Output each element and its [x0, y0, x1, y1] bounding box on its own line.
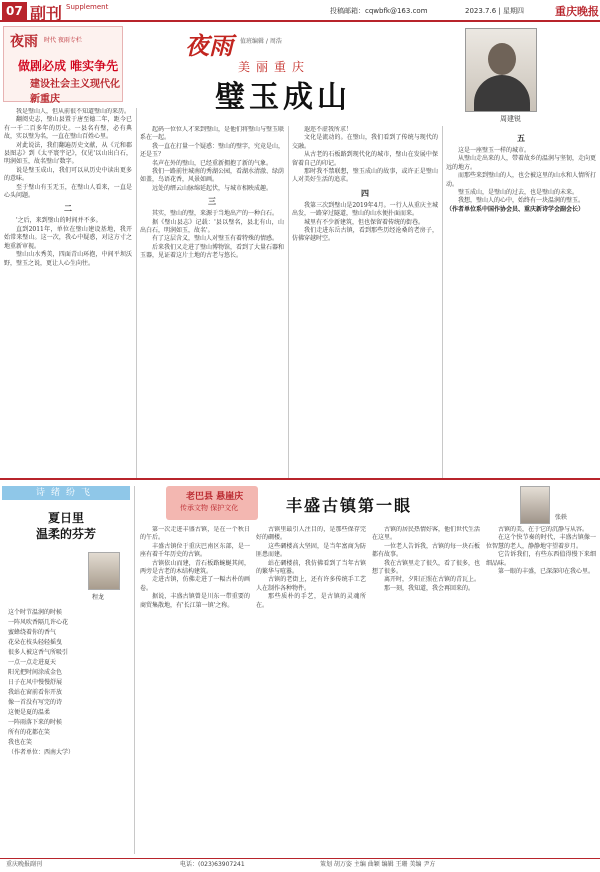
- paragraph: 至于璧山有玉无玉，在璧山人看来，一直是心头问题。: [4, 183, 132, 200]
- poem-line: 所有的花都在笑: [8, 729, 51, 736]
- section-number: 四: [361, 188, 369, 198]
- paragraph: 站在碉楼前，我仿佛看到了当年古镇的繁华与喧嚣。: [256, 559, 366, 576]
- advert-small-text: 时代 夜雨专栏: [44, 37, 82, 44]
- paragraph: 璧山山水秀美，四面青山环抱，中间平坝沃野，璧玉之说，更让人心生向往。: [4, 251, 132, 267]
- paragraph: 名声在外的璧山，已经重新拥抱了新的气象。: [152, 159, 273, 167]
- submission-email[interactable]: 投稿邮箱：cqwbfk@163.com: [330, 7, 428, 15]
- section-number: 二: [64, 204, 72, 214]
- article2-column-2: [256, 526, 366, 856]
- article-title: 璧玉成山: [215, 80, 351, 115]
- paragraph: 走进古镇，仿佛走进了一幅古朴的画卷。: [140, 576, 250, 592]
- paragraph: 这是一座璧玉一样的城市。: [458, 147, 531, 154]
- article-column-1: [4, 108, 132, 478]
- paragraph: 从古老的石板路到现代化的城市，璧山在发展中保留着自己的印记。: [292, 151, 438, 167]
- paragraph: 我在古镇里走了很久，看了很多，也想了很多。: [372, 559, 480, 576]
- poem-line: （作者单位：西南大学）: [8, 749, 75, 756]
- masthead: [0, 0, 600, 22]
- column-badge-title: 老巴县 悬崖庆: [186, 492, 244, 502]
- poem-line: 像一首没有写完的诗: [8, 699, 63, 706]
- section-number: 三: [208, 197, 216, 207]
- paragraph: 说是璧玉成山，我们可以从历史中读出更多的意味。: [4, 166, 132, 183]
- advert-subslogan: 建设社会主义现代化新重庆: [30, 79, 120, 105]
- page-number: 07: [2, 2, 27, 20]
- paragraph: 一位老人告诉我，古镇的每一块石板都有故事。: [372, 542, 480, 559]
- paragraph: 从璧山走出来的人，带着故乡的温润与坚韧，走向更远的地方。: [446, 155, 596, 171]
- column-divider: [134, 486, 135, 854]
- promo-advert: [3, 26, 123, 105]
- paragraph: 其实，璧山的璧，来源于当地出产的一种白石。: [152, 210, 279, 218]
- article-column-4: [446, 130, 596, 478]
- author-portrait-2: [520, 486, 550, 524]
- feature-logo: 夜雨: [185, 31, 233, 60]
- article2-column-1: [140, 526, 250, 856]
- paragraph: 起码一位位人才来到璧山，是他们将璧山与璧玉联系在一起。: [140, 126, 284, 142]
- paragraph: 离开时，夕阳正照在古镇的青瓦上。: [384, 576, 480, 584]
- poem-line: 阳光把时间涂成金色: [8, 669, 63, 676]
- paragraph: 它告诉我们，有些东西值得慢下来细细品味。: [486, 551, 596, 567]
- column-divider: [136, 108, 137, 478]
- paragraph: 而那些来到璧山的人，也会被这里的山水和人情所打动。: [446, 172, 596, 188]
- paragraph: 那些质朴的手艺，是古镇的灵魂所在。: [256, 593, 366, 609]
- paragraph: 后来我们又走进了璧山博物馆，看到了大量石器和玉器，见证着这片土地的古老与悠长。: [140, 243, 284, 260]
- paragraph: 远处的缙云山脉绵延起伏，与城市相映成趣。: [152, 184, 273, 192]
- paragraph: 那时我不禁联想，璧玉成山的故事，或许正是璧山人对美好生活的追求。: [292, 168, 438, 184]
- paragraph: 我一直在打量一个疑惑：璧山的璧字，究竟是山，还是玉？: [140, 142, 284, 159]
- advert-slogan: 做剧必成 唯实争先: [18, 59, 119, 73]
- author-footnote: （作者单位系中国作协会员、重庆新诗学会副会长）: [446, 205, 585, 213]
- poem-title: [14, 510, 118, 542]
- poem-line: 一点一点走进夏天: [8, 659, 57, 666]
- paragraph: 古镇依山而建，青石板路蜿蜒其间，两旁是古老的木结构建筑。: [140, 559, 250, 576]
- paper-name: 重庆晚报: [555, 5, 599, 18]
- paragraph: 遐迩不虚我所求！: [304, 126, 353, 133]
- article2-column-3: [372, 526, 480, 856]
- paragraph: 古镇的居民热情好客，他们世代生活在这里。: [372, 526, 480, 542]
- paragraph: 对此说法，我们翻遍历史文献，从《元和郡县图志》到《太平寰宇记》，仅见'以山出白石，明润如玉，故名璧山'数字。: [4, 141, 132, 166]
- column-divider: [442, 126, 443, 478]
- paragraph: 璧玉成山，是璧山的过去，也是璧山的未来。: [458, 189, 579, 197]
- poet-portrait: [88, 552, 120, 590]
- paragraph: 第一眼的丰盛，已深深印在我心里。: [498, 568, 595, 576]
- paragraph: 那一刻，我知道，我会再回来的。: [384, 584, 475, 592]
- feature-editor: 值班编辑 / 周浩: [240, 38, 282, 45]
- advert-logo: 夜雨: [10, 34, 38, 50]
- poem-line: 一阵风吹香隔几许心花: [8, 619, 69, 626]
- paragraph: 直到2011年，单位在璧山建设基地，我开始常来璧山。这一次，我心中疑惑，对这方寸之地重新审视。: [4, 225, 132, 250]
- poem-line: 蜜蜂绕着你的香气: [8, 629, 57, 636]
- paragraph: 在这个快节奏的时代，丰盛古镇像一位智慧的老人，静静地守望着岁月。: [486, 534, 596, 550]
- paragraph: 第一次走进丰盛古镇，是在一个秋日的午后。: [140, 526, 250, 542]
- poem-line: 这个时节温润的时候: [8, 609, 63, 616]
- section-subtitle: Supplement: [66, 3, 109, 11]
- footer-phone: 电话：(023)63907241: [180, 861, 245, 868]
- footer-publisher: 重庆晚报副刊: [6, 861, 43, 868]
- poem-line: 一阵雨落下来的时候: [8, 719, 63, 726]
- paragraph: 我是璧山人，但从前很不知道璧山的来历。: [16, 108, 131, 115]
- column-badge: [166, 486, 258, 520]
- article-column-2: [140, 126, 284, 478]
- column-badge-subtitle: 传承文物 保护文化: [180, 504, 239, 512]
- poem-title-line: 夏日里: [47, 511, 84, 525]
- poem-line: 这便是夏的温柔: [8, 709, 51, 716]
- poem-line: 我也在笑: [8, 739, 33, 746]
- page-footer: [0, 858, 600, 872]
- paragraph: 古镇的美，在于它的沉静与从容。: [498, 526, 589, 533]
- poem-line: 花朵在枝头轻轻摇曳: [8, 639, 63, 646]
- poem-body: [8, 608, 118, 758]
- paragraph: 我们走进东岳古镇，看到那些历经沧桑的老房子，仿佛穿越时空。: [292, 227, 438, 243]
- poem-title-line: 温柔的芬芳: [35, 527, 96, 541]
- paragraph: 文化是流动的。在璧山，我们看到了传统与现代的交融。: [292, 134, 438, 150]
- article-title-2: 丰盛古镇第一眼: [286, 496, 413, 515]
- poet-name: 程龙: [92, 594, 105, 601]
- poem-section-banner: 诗绪纷飞: [2, 486, 130, 500]
- article-column-3: [292, 126, 438, 478]
- paragraph: 我想，璧山人的心中，始终有一块温润的璧玉。: [458, 197, 585, 205]
- paragraph: 城里有不少新建筑，但也保留着传统的街巷。: [304, 218, 425, 226]
- poem-line: 日子在风中慢慢舒展: [8, 679, 63, 686]
- paragraph: 古镇的老街上，还有许多传统手工艺人在制作各种物件。: [256, 576, 366, 592]
- paragraph: 丰盛古镇位于重庆巴南区东部，是一座有着千年历史的古镇。: [140, 542, 250, 559]
- article2-column-4: [486, 526, 596, 856]
- paragraph: 我们一路前往城南的秀湖公园，看湖水清澈、绿荫如盖，鸟语花香，风景如画。: [140, 168, 284, 184]
- section-divider: [0, 478, 600, 480]
- poem-line: 我站在窗前看你开放: [8, 689, 63, 696]
- paragraph: '之后，来到璧山的时间并不多。: [16, 217, 102, 225]
- footer-staff: 策划 胡万姿 主编 曲颖 编辑 王珊 美编 尹方: [320, 861, 436, 868]
- paragraph: 翻阅史志，璧山县置于唐至德二年，距今已有一千二百多年的历史。一县名有璧，必有典故，实以璧为名，一直在璧山百姓心里。: [4, 116, 132, 141]
- author-portrait: [465, 28, 537, 112]
- paragraph: 这些碉楼高大坚固，是当年富商为防匪患而建。: [256, 542, 366, 559]
- paragraph: 据《璧山县志》记载：'县以璧名，县北有山，山出白石，明润如玉，故名'。: [140, 218, 284, 235]
- paragraph: 据说，丰盛古镇曾是川东一带重要的商贸集散地，有'长江第一镇'之称。: [140, 593, 250, 609]
- section-number: 五: [517, 134, 525, 143]
- feature-tag: 美丽重庆: [238, 60, 311, 74]
- poem-line: 很多人被这香气所吸引: [8, 649, 69, 656]
- column-divider: [288, 126, 289, 478]
- issue-date: 2023.7.6 | 星期四: [465, 7, 524, 15]
- paragraph: 古镇里最引人注目的，是那些保存完好的碉楼。: [256, 526, 366, 542]
- paragraph: 有了这层含义，璧山人对璧玉有着特殊的情感。: [152, 235, 279, 243]
- section-name: 副刊: [30, 4, 63, 23]
- paragraph: 我第三次到璧山是2019年4月。一行人从重庆主城出发，一路穿过隧道，璧山的山水便扑面而来。: [292, 201, 438, 218]
- article-author-2: 张轶: [555, 514, 568, 521]
- article-author: 周建锐: [500, 115, 521, 123]
